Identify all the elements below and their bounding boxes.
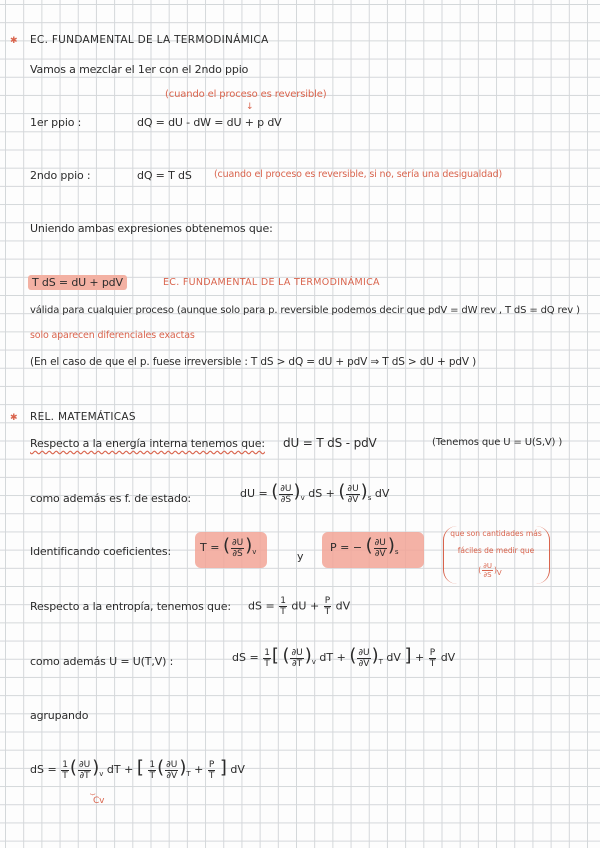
entropy-text: Respecto a la entropía, tenemos que: (30, 600, 231, 613)
irreversible-line: (En el caso de que el p. fuese irreversible : T dS > dQ = dU + pdV ⇒ T dS > dU + pdV ) (30, 356, 477, 368)
identifying-text: Identificando coeficientes: (30, 545, 172, 558)
note-reversible: (cuando el proceso es reversible) (165, 89, 327, 100)
bullet-2: ✱ (10, 413, 18, 423)
cv-label: Cv (93, 796, 105, 806)
bullet-1: ✱ (10, 36, 18, 46)
entropy-grouped-eq: dS = $\frac{1}{T}$ ( $\frac{\partial U}{\partial T}$ )$_v$ dT + [ $\frac{1}{T}$ ( $\frac{\partial U}{\partial V}$ )$_T$ + $\frac{P}{T}$ ] dV (30, 757, 245, 781)
fundamental-eq (28, 276, 127, 289)
uniting-text: Uniendo ambas expresiones obtenemos que: (30, 222, 273, 235)
first-principle-eq: dQ = dU - dW = dU + p dV (137, 116, 282, 129)
side-note-line-1: que son cantidades más (450, 529, 542, 538)
cv-underbrace: ⏟ (90, 786, 96, 796)
fundamental-eq-highlight: T dS = dU + pdV (28, 275, 127, 290)
temperature-coefficient: T = ( $\frac{\partial U}{\partial S}$ )$_v$ (200, 535, 257, 559)
entropy-line (30, 600, 231, 613)
grouping-text: agrupando (30, 709, 89, 722)
du-total-differential: dU = ( $\frac{\partial U}{\partial S}$ )$_v$ dS + ( $\frac{\partial U}{\partial V}$ )$_s$ dV (240, 481, 390, 505)
second-principle-note: (cuando el proceso es reversible, si no, sería una desigualdad) (214, 169, 503, 180)
internal-energy-note: (Tenemos que U = U(S,V) ) (432, 437, 563, 448)
arrow-down: ↓ (246, 102, 254, 112)
internal-energy-text: Respecto a la energía interna tenemos que: (30, 437, 265, 450)
first-principle-label: 1er ppio : (30, 116, 82, 129)
second-principle-label: 2ndo ppio : (30, 169, 91, 182)
only-exact-note: solo aparecen diferenciales exactas (30, 330, 195, 341)
fundamental-eq-label: EC. FUNDAMENTAL DE LA TERMODINÁMICA (163, 277, 380, 288)
pressure-coefficient: P = − ( $\frac{\partial U}{\partial V}$ )$_s$ (330, 535, 399, 559)
second-principle-eq: dQ = T dS (137, 169, 192, 182)
entropy-expanded-eq: dS = $\frac{1}{T}$ [ ( $\frac{\partial U}{\partial T}$ )$_v$ dT + ( $\frac{\partial U}{\partial V}$ )$_T$ dV ] + $\frac{P}{T}$ dV (232, 645, 456, 669)
intro-text: Vamos a mezclar el 1er con el 2ndo ppio (30, 63, 249, 76)
section-heading-math: REL. MATEMÁTICAS (30, 411, 136, 423)
state-function-text: como además es f. de estado: (30, 492, 191, 505)
section-heading-fundamental: EC. FUNDAMENTAL DE LA TERMODINÁMICA (30, 34, 269, 46)
side-note-derivative: ( $\frac{\partial U}{\partial S}$ )V (478, 562, 502, 579)
and-connector: y (297, 550, 304, 563)
since-u-text: como además U = U(T,V) : (30, 655, 174, 668)
internal-energy-eq: dU = T dS - pdV (283, 436, 377, 450)
valid-line: válida para cualquier proceso (aunque solo para p. reversible podemos decir que pdV = dW rev , T dS = dQ rev ) (30, 305, 580, 316)
entropy-eq: dS = $\frac{1}{T}$ dU + $\frac{P}{T}$ dV (248, 596, 351, 617)
internal-energy-line (30, 437, 265, 450)
side-note-line-2: fáciles de medir que (457, 546, 535, 555)
